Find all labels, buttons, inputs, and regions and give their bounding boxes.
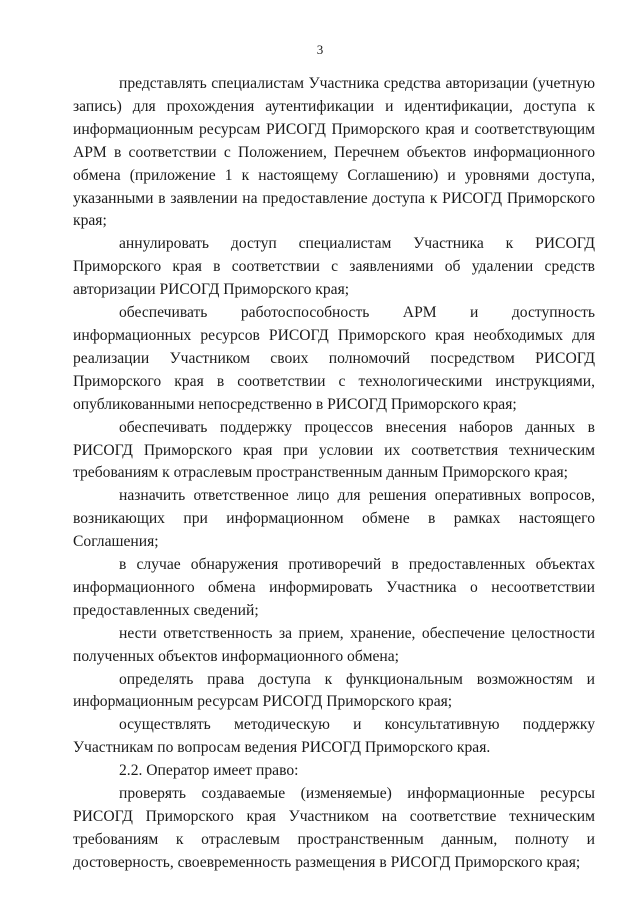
page-number: 3 xyxy=(316,42,324,57)
paragraph: аннулировать доступ специалистам Участника к РИСОГД Приморского края в соответствии с заявлениями об удалении средств авторизации РИСОГД Приморского края; xyxy=(73,235,595,299)
paragraph: назначить ответственное лицо для решения оперативных вопросов, возникающих при информационном обмене в рамках настоящего Соглашения; xyxy=(73,487,595,551)
paragraph: определять права доступа к функциональным возможностям и информационным ресурсам РИСОГД Приморского края; xyxy=(73,670,595,711)
paragraph: в случае обнаружения противоречий в предоставленных объектах информационного обмена информировать Участника о несоответствии предоставленных сведений; xyxy=(73,556,595,619)
paragraph: осуществлять методическую и консультативную поддержку Участникам по вопросам ведения РИСОГД Приморского края. xyxy=(73,716,595,757)
paragraph: обеспечивать работоспособность АРМ и доступность информационных ресурсов РИСОГД Приморского края необходимых для реализации Участником своих полномочий посредством РИСОГД Приморского края в соответствии с технологическими инструкциями, опубликованными непосредственно в РИСОГД Приморского края; xyxy=(73,304,595,413)
section-heading: 2.2. Оператор имеет право: xyxy=(119,762,299,780)
paragraph: представлять специалистам Участника средства авторизации (учетную запись) для прохождения аутентификации и идентификации, доступа к информационным ресурсам РИСОГД Приморского края и соответствующим АРМ в соответствии с Положением, Перечнем объектов информационного обмена (приложение 1 к настоящему Соглашению) и уровнями доступа, указанными в заявлении на предоставление доступа к РИСОГД Приморского края; xyxy=(73,75,595,230)
paragraph: нести ответственность за прием, хранение, обеспечение целостности полученных объектов информационного обмена; xyxy=(73,624,595,665)
paragraph: проверять создаваемые (изменяемые) информационные ресурсы РИСОГД Приморского края Участником на соответствие техническим требованиям к отраслевым пространственным данным, полноту и достоверность, своевременность размещения в РИСОГД Приморского края; xyxy=(73,785,595,871)
paragraph: обеспечивать поддержку процессов внесения наборов данных в РИСОГД Приморского края при условии их соответствия техническим требованиям к отраслевым пространственным данным Приморского края; xyxy=(73,418,595,482)
document-body xyxy=(73,73,595,875)
